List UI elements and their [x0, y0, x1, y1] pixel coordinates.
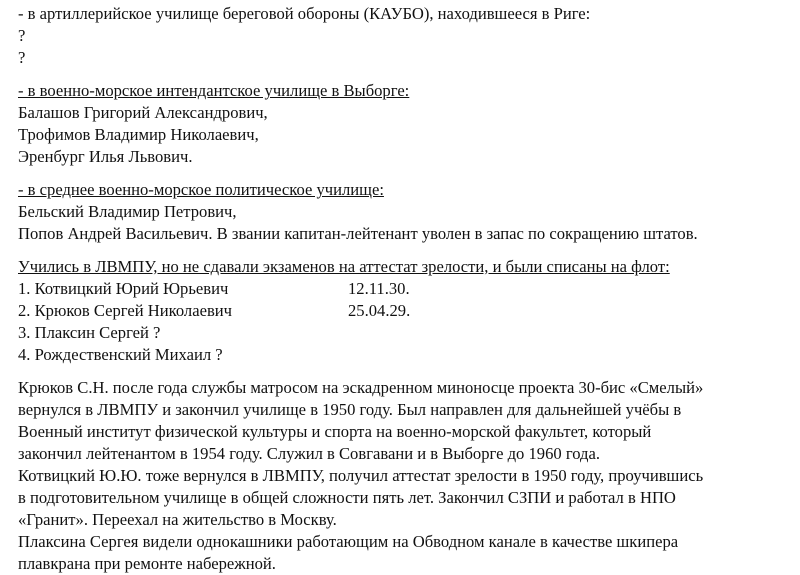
- paragraph-kryukov: [18, 377, 783, 465]
- row-name: 4. Рождественский Михаил ?: [18, 345, 223, 364]
- section-heading-navy-list: Учились в ЛВМПУ, но не сдавали экзаменов на аттестат зрелости, и были списаны на флот:: [18, 257, 670, 276]
- paragraph-line: закончил лейтенантом в 1954 году. Служил в Совгавани и в Выборге до 1960 года.: [18, 444, 601, 463]
- list-item: Попов Андрей Васильевич. В звании капитан-лейтенант уволен в запас по сокращению штатов.: [18, 224, 698, 243]
- list-item: Балашов Григорий Александрович,: [18, 103, 268, 122]
- table-row: [18, 322, 800, 344]
- list-item: ?: [18, 26, 26, 45]
- paragraph-plaksin: [18, 531, 783, 575]
- paragraph-line: «Гранит». Переехал на жительство в Москву.: [18, 510, 337, 529]
- list-item: Бельский Владимир Петрович,: [18, 202, 237, 221]
- row-date: 12.11.30.: [348, 279, 410, 298]
- section-heading-quartermaster: - в военно-морское интендантское училище в Выборге:: [18, 81, 410, 100]
- paragraph-line: Военный институт физической культуры и спорта на военно-морской факультет, который: [18, 422, 652, 441]
- paragraph-line: Плаксина Сергея видели однокашники работающим на Обводном канале в качестве шкипера: [18, 532, 679, 551]
- paragraph-line: плавкрана при ремонте набережной.: [18, 554, 276, 573]
- row-date: 25.04.29.: [348, 301, 411, 320]
- paragraph-line: вернулся в ЛВМПУ и закончил училище в 1950 году. Был направлен для дальнейшей учёбы в: [18, 400, 682, 419]
- section-heading-political: - в среднее военно-морское политическое училище:: [18, 180, 384, 199]
- row-name: 1. Котвицкий Юрий Юрьевич: [18, 279, 229, 298]
- list-item: Эренбург Илья Львович.: [18, 147, 193, 166]
- table-row: [18, 278, 800, 300]
- section-heading-artillery: - в артиллерийское училище береговой обороны (КАУБО), находившееся в Риге:: [18, 4, 591, 23]
- table-row: [18, 344, 800, 366]
- table-row: [18, 300, 800, 322]
- paragraph-line: в подготовительном училище в общей сложности пять лет. Закончил СЗПИ и работал в НПО: [18, 488, 676, 507]
- list-item: Трофимов Владимир Николаевич,: [18, 125, 259, 144]
- paragraph-line: Крюков С.Н. после года службы матросом на эскадренном миноносце проекта 30-бис «Смелый»: [18, 378, 704, 397]
- paragraph-kotvitsky: [18, 465, 783, 531]
- list-item: ?: [18, 48, 26, 67]
- paragraph-line: Котвицкий Ю.Ю. тоже вернулся в ЛВМПУ, получил аттестат зрелости в 1950 году, проучившись: [18, 466, 704, 485]
- row-name: 2. Крюков Сергей Николаевич: [18, 301, 233, 320]
- row-name: 3. Плаксин Сергей ?: [18, 323, 161, 342]
